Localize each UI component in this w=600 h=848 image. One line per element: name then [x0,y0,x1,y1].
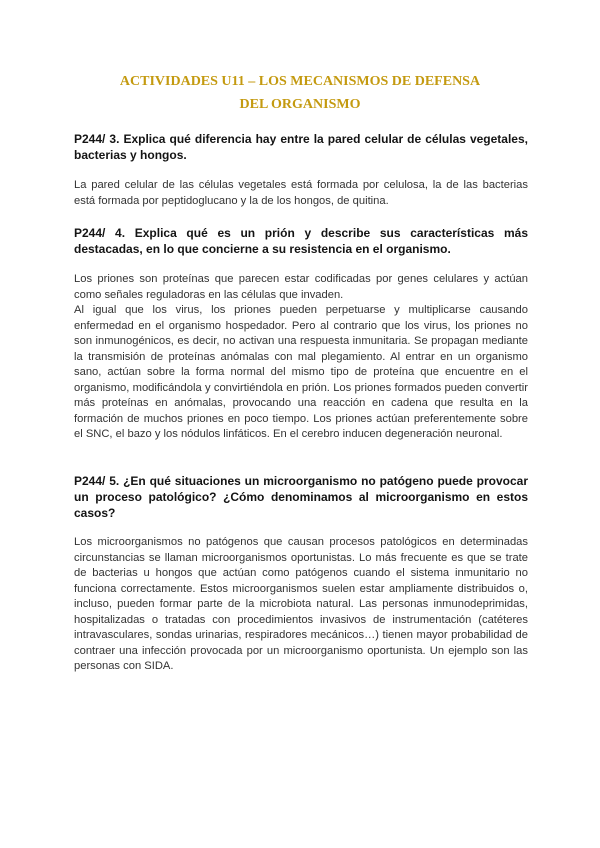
page-title [60,70,540,116]
answer-3-paragraph: La pared celular de las células vegetales está formada por celulosa, la de las bacterias está formada por peptidoglucano y la de los hongos, de quitina. [74,179,528,207]
answer-4-paragraph-2: Al igual que los virus, los priones pueden perpetuarse y multiplicarse causando enfermedad en el organismo hospedador. Pero al contrario que los virus, los priones no son inmunogénicos, es decir, no activan una respuesta inmunitaria. Se propagan mediante la transmisión de proteínas anómalas con mal plegamiento. Al entrar en un organismo sano, actúan sobre la forma normal del mismo tipo de proteína que encuentre en el organismo, modificándola y convirtiéndola en prión. Los priones formados pueden convertir más proteínas en anómalas, provocando una reacción en cadena que resulta en la formación de muchos priones en poco tiempo. Los priones actúan preferentemente sobre el SNC, el bazo y los nódulos linfáticos. En el cerebro inducen degeneración neuronal. [74,304,528,440]
answer-5 [74,535,528,675]
question-5: P244/ 5. ¿En qué situaciones un microorganismo no patógeno puede provocar un proceso patológico? ¿Cómo denominamos al microorganismo en estos casos? [74,474,528,520]
answer-5-paragraph: Los microorganismos no patógenos que causan procesos patológicos en determinadas circunstancias se llaman microorganismos oportunistas. Lo más frecuente es que se trate de bacterias u hongos que actúan como patógenos cuando el sistema inmunitario no funciona correctamente. Estos microorganismos suelen estar ampliamente distribuidos o, incluso, pueden formar parte de la microbiota natural. Las personas inmunodeprimidas, hospitalizadas o tratadas con procedimientos invasivos de instrumentación (catéteres intravasculares, sondas urinarias, respiradores mecánicos…) tienen mayor probabilidad de contraer una infección provocada por un microorganismo oportunista. Un ejemplo son las personas con SIDA. [74,536,528,672]
title-line-1: ACTIVIDADES U11 – LOS MECANISMOS DE DEFENSA [119,74,481,89]
answer-3 [74,178,528,209]
answer-4-paragraph-1: Los priones son proteínas que parecen estar codificadas por genes celulares y actúan como señales reguladoras en las células que invaden. [74,273,528,301]
question-4: P244/ 4. Explica qué es un prión y describe sus características más destacadas, en lo que concierne a su resistencia en el organismo. [74,226,528,256]
title-line-2: DEL ORGANISMO [239,97,361,112]
answer-4 [74,272,528,443]
question-3: P244/ 3. Explica qué diferencia hay entre la pared celular de células vegetales, bacterias y hongos. [74,132,528,162]
